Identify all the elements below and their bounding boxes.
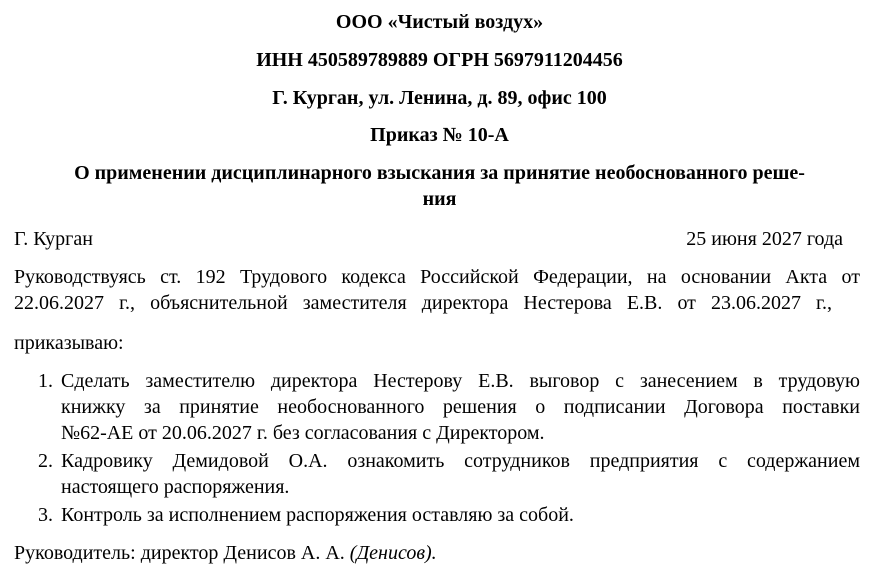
- signature-line: [14, 540, 437, 566]
- list-item-line: Контроль за исполнением распоряжения оставляю за собой.: [61, 504, 574, 526]
- order-number: Приказ № 10-А: [370, 124, 509, 146]
- company-ids: ИНН 450589789889 ОГРН 5697911204456: [256, 49, 623, 71]
- list-item-number: 2.: [38, 450, 53, 472]
- order-date: 25 июня 2027 года: [686, 228, 843, 250]
- order-word: приказываю:: [14, 332, 124, 354]
- list-item-line: Кадровику Демидовой О.А. ознакомить сотрудников предприятия с содержанием: [61, 450, 860, 472]
- company-name: ООО «Чистый воздух»: [335, 11, 544, 33]
- list-item-line: книжку за принятие необоснованного решения о подписании Договора поставки: [61, 396, 860, 418]
- preamble-line-1: Руководствуясь ст. 192 Трудового кодекса Российской Федерации, на основании Акта от: [14, 266, 860, 288]
- order-city: Г. Курган: [14, 228, 93, 250]
- order-subject-line-2: ния: [422, 188, 457, 210]
- order-subject-line-1: О применении дисциплинарного взыскания за принятие необоснованного реше-: [74, 162, 805, 184]
- list-item-line: настоящего распоряжения.: [61, 476, 290, 498]
- preamble-line-2: 22.06.2027 г., объяснительной заместителя директора Нестерова Е.В. от 23.06.2027 г.,: [14, 292, 832, 314]
- list-item-line: Сделать заместителю директора Нестерову Е.В. выговор с занесением в трудовую: [61, 370, 860, 392]
- list-item-number: 3.: [38, 504, 53, 526]
- list-item-number: 1.: [38, 370, 53, 392]
- list-item-line: №62-АЕ от 20.06.2027 г. без согласования с Директором.: [61, 422, 545, 444]
- company-address: Г. Курган, ул. Ленина, д. 89, офис 100: [272, 87, 607, 109]
- signature-label: Руководитель: директор Денисов А. А.: [14, 542, 345, 564]
- signature-handwritten: (Денисов).: [349, 542, 437, 564]
